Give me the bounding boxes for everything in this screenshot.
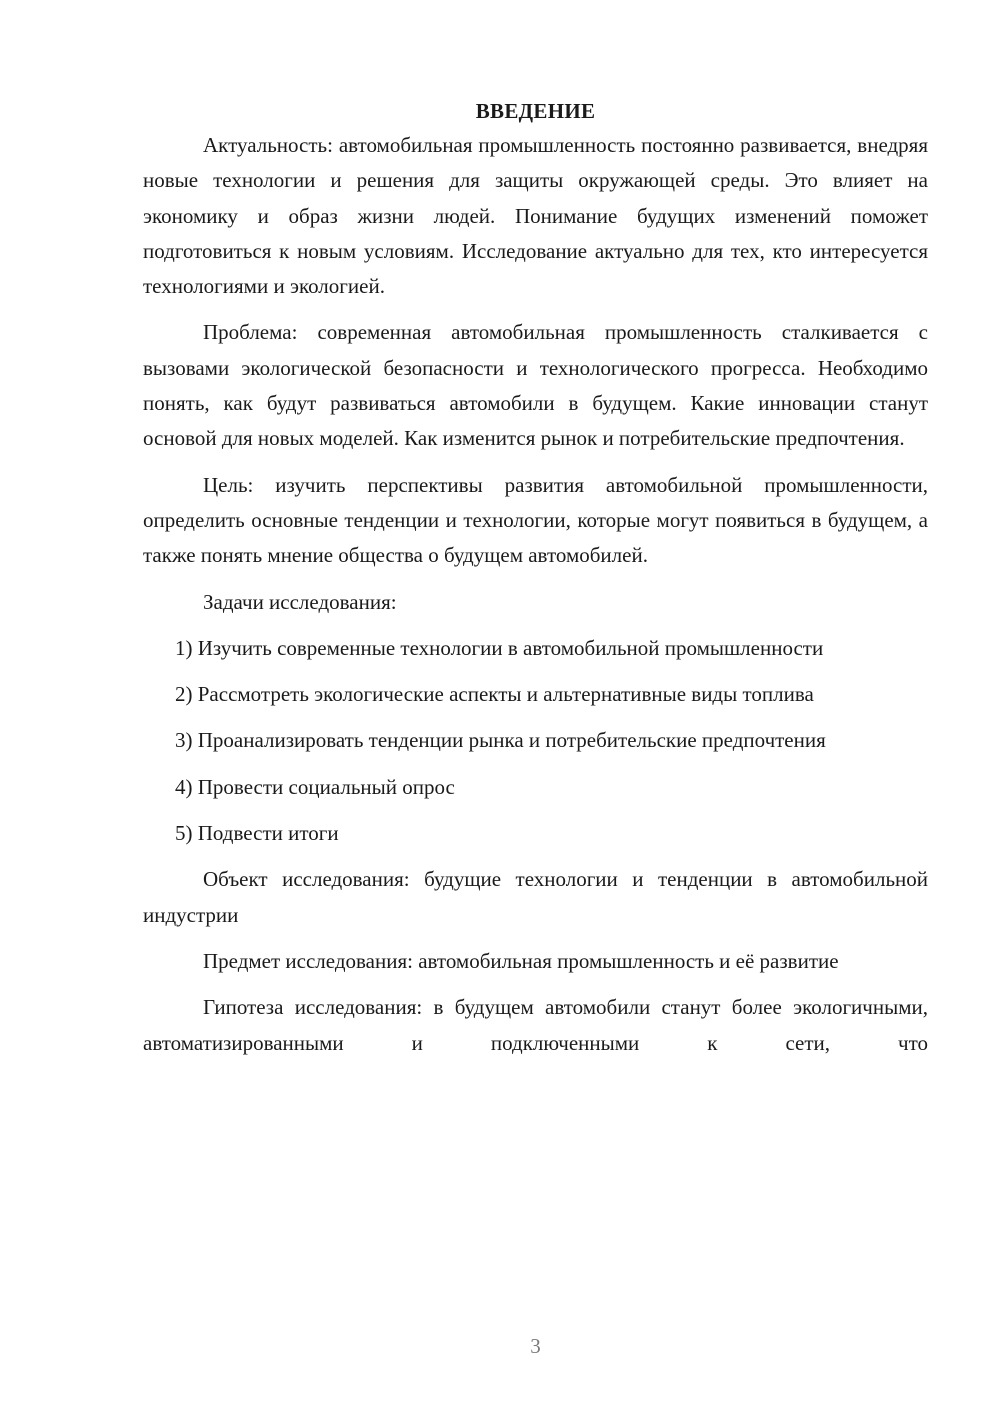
document-page <box>143 96 928 1072</box>
paragraph-tasks-heading: Задачи исследования: <box>203 589 397 614</box>
task-item-3: 3) Проанализировать тенденции рынка и потребительские предпочтения <box>175 728 826 753</box>
task-item-2: 2) Рассмотреть экологические аспекты и альтернативные виды топлива <box>175 682 814 707</box>
task-item-1: 1) Изучить современные технологии в автомобильной промышленности <box>175 635 824 660</box>
page-number: 3 <box>530 1334 541 1358</box>
paragraph-hypothesis: Гипотеза исследования: в будущем автомобили станут более экологичными, автоматизированными и подключенными к сети, что <box>143 995 928 1055</box>
paragraph-relevance: Актуальность: автомобильная промышленность постоянно развивается, внедряя новые технологии и решения для защиты окружающей среды. Это влияет на экономику и образ жизни людей. Понимание будущих изменений поможет подготовиться к новым условиям. Исследование актуально для тех, кто интересуется технологиями и экологией. <box>143 133 928 299</box>
paragraph-object: Объект исследования: будущие технологии и тенденции в автомобильной индустрии <box>143 867 928 927</box>
task-item-5: 5) Подвести итоги <box>175 821 339 846</box>
paragraph-subject: Предмет исследования: автомобильная промышленность и её развитие <box>203 948 839 973</box>
paragraph-goal: Цель: изучить перспективы развития автомобильной промышленности, определить основные тенденции и технологии, которые могут появиться в будущем, а также понять мнение общества о будущем автомобилей. <box>143 472 928 568</box>
page-title: ВВЕДЕНИЕ <box>475 99 596 123</box>
paragraph-problem: Проблема: современная автомобильная промышленность сталкивается с вызовами экологической безопасности и технологического прогресса. Необходимо понять, как будут развиваться автомобили в будущем. Какие инновации станут основой для новых моделей. Как изменится рынок и потребительские предпочтения. <box>143 320 928 451</box>
task-item-4: 4) Провести социальный опрос <box>175 774 455 799</box>
